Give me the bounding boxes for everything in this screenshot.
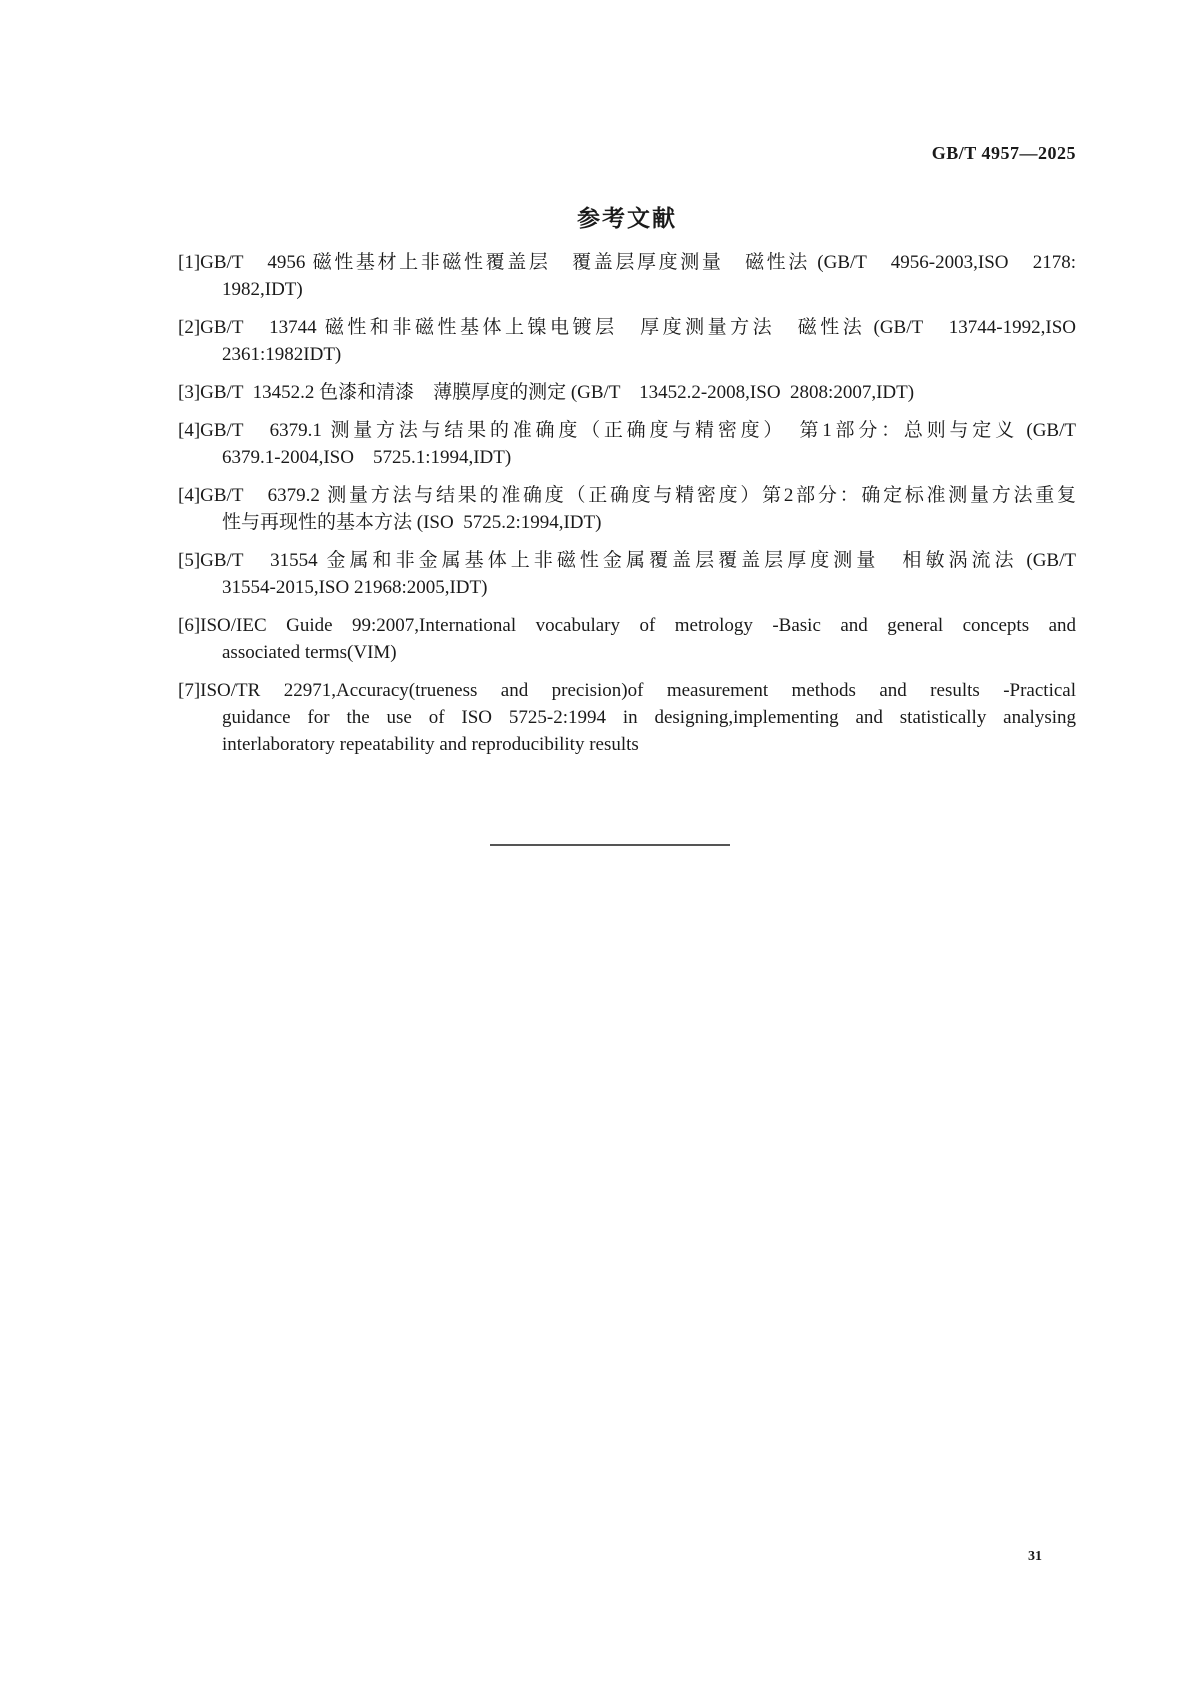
reference-item: [178, 249, 1076, 303]
reference-item: [178, 482, 1076, 536]
reference-line: [2]GB/T 13744 磁性和非磁性基体上镍电镀层 厚度测量方法 磁性法 (GB/T 13744-1992,ISO: [178, 317, 1076, 338]
reference-line: [4]GB/T 6379.1 测量方法与结果的准确度（正确度与精密度） 第1部分：总则与定义 (GB/T: [178, 420, 1076, 441]
page-number: 31: [1028, 1549, 1042, 1564]
standard-number-header: GB/T 4957—2025: [931, 143, 1076, 163]
reference-line: [4]GB/T 6379.2 测量方法与结果的准确度（正确度与精密度）第2部分：确定标准测量方法重复: [178, 485, 1076, 506]
reference-line: [1]GB/T 4956 磁性基材上非磁性覆盖层 覆盖层厚度测量 磁性法 (GB/T 4956-2003,ISO 2178:: [178, 252, 1076, 273]
end-of-document-divider: [490, 844, 730, 846]
reference-line: guidance for the use of ISO 5725-2:1994 in designing,implementing and statistically analysing: [222, 707, 1076, 728]
reference-item: [178, 314, 1076, 368]
reference-line: interlaboratory repeatability and reproducibility results: [222, 734, 639, 755]
reference-item: [178, 677, 1076, 758]
reference-item: [178, 417, 1076, 471]
reference-line: [3]GB/T 13452.2 色漆和清漆 薄膜厚度的测定 (GB/T 13452.2-2008,ISO 2808:2007,IDT): [178, 382, 915, 403]
references-section-title: 参考文献: [577, 206, 677, 231]
reference-item: [178, 612, 1076, 666]
reference-list: [178, 249, 1076, 769]
reference-line: [6]ISO/IEC Guide 99:2007,International vocabulary of metrology -Basic and general concepts and: [178, 615, 1076, 636]
reference-item: [178, 547, 1076, 601]
reference-item: [178, 379, 1076, 406]
reference-line: [5]GB/T 31554 金属和非金属基体上非磁性金属覆盖层覆盖层厚度测量 相敏涡流法 (GB/T: [178, 550, 1076, 571]
reference-line: 1982,IDT): [222, 279, 303, 300]
reference-line: associated terms(VIM): [222, 642, 397, 663]
reference-line: [7]ISO/TR 22971,Accuracy(trueness and precision)of measurement methods and results -Practical: [178, 680, 1076, 701]
reference-line: 2361:1982IDT): [222, 344, 342, 365]
reference-line: 6379.1-2004,ISO 5725.1:1994,IDT): [222, 447, 512, 468]
reference-line: 性与再现性的基本方法 (ISO 5725.2:1994,IDT): [222, 512, 602, 533]
reference-line: 31554-2015,ISO 21968:2005,IDT): [222, 577, 488, 598]
